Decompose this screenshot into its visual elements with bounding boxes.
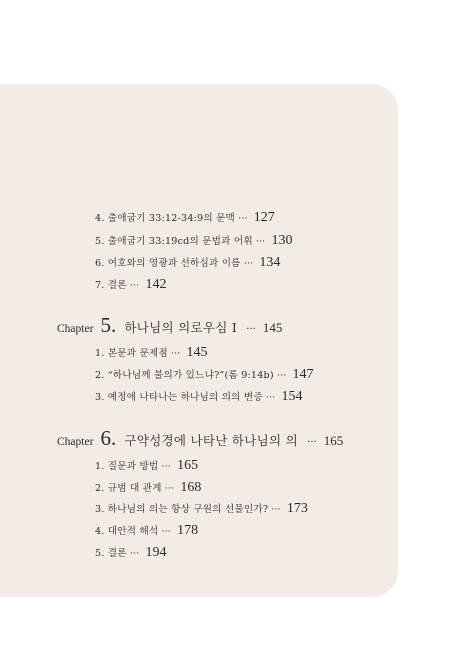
toc-entry-title: 2. “하나님께 불의가 있느냐?”(롬 9:14b) (95, 370, 274, 381)
toc-page-number: 127 (253, 210, 275, 225)
chapter-title: 하나님의 의로우심 I (124, 320, 238, 335)
toc-entry-title: 7. 결론 (95, 280, 127, 291)
chapter-number: 6. (100, 426, 117, 450)
toc-entry-title: 5. 결론 (95, 548, 127, 559)
toc-entry-title: 2. 규범 대 관계 (95, 483, 162, 494)
toc-entry[interactable] (95, 278, 166, 292)
chapter-label: Chapter (57, 436, 94, 448)
toc-leader-dots: ··· (266, 393, 276, 403)
toc-entry-title: 4. 출애굽기 33:12-34:9의 문맥 (95, 213, 236, 224)
toc-entry-title: 5. 출애굽기 33:19cd의 문법과 어휘 (95, 236, 253, 247)
toc-entry[interactable] (95, 546, 166, 560)
toc-page-number: 130 (271, 233, 293, 248)
toc-page-number: 165 (177, 458, 199, 473)
toc-page-number: 142 (145, 277, 167, 292)
toc-leader-dots: ··· (246, 324, 256, 335)
toc-entry[interactable] (95, 368, 314, 382)
toc-entry[interactable] (95, 256, 280, 270)
toc-entry[interactable] (95, 234, 292, 248)
toc-entry[interactable] (95, 502, 308, 516)
chapter-page-number: 145 (262, 320, 283, 335)
toc-page-number: 147 (292, 367, 314, 382)
toc-page-number: 168 (180, 480, 202, 495)
toc-entry-title: 3. 예정에 나타나는 하나님의 의의 변증 (95, 392, 263, 403)
toc-entry-title: 4. 대안적 해석 (95, 526, 159, 537)
toc-page-number: 173 (286, 501, 308, 516)
chapter-title: 구약성경에 나타난 하나님의 의 (124, 433, 299, 448)
toc-page-number: 178 (177, 523, 199, 538)
toc-page-number: 145 (186, 345, 208, 360)
toc-leader-dots: ··· (130, 549, 140, 559)
toc-leader-dots: ··· (130, 281, 140, 291)
toc-entry[interactable] (95, 346, 208, 360)
toc-leader-dots: ··· (271, 505, 281, 515)
toc-leader-dots: ··· (238, 214, 248, 224)
chapter-page-number: 165 (323, 433, 344, 448)
toc-leader-dots: ··· (243, 259, 254, 269)
toc-leader-dots: ··· (161, 527, 171, 537)
toc-leader-dots: ··· (277, 371, 287, 381)
toc-entry-title: 3. 하나님의 의는 항상 구원의 선물인가? (95, 504, 269, 515)
toc-page-number: 194 (145, 545, 167, 560)
toc-page-number: 154 (281, 389, 303, 404)
toc-entry-title: 1. 본문과 문제점 (95, 348, 168, 359)
chapter-label: Chapter (57, 323, 94, 335)
toc-entry[interactable] (95, 390, 303, 404)
chapter-number: 5. (100, 313, 117, 337)
chapter-heading-6[interactable] (57, 428, 343, 449)
toc-entry-title: 6. 여호와의 영광과 선하심과 이름 (95, 258, 241, 269)
toc-leader-dots: ··· (256, 237, 266, 247)
toc-entry[interactable] (95, 524, 198, 538)
toc-entry[interactable] (95, 481, 201, 495)
toc-leader-dots: ··· (161, 462, 171, 472)
toc-entry[interactable] (95, 459, 198, 473)
chapter-heading-5[interactable] (57, 315, 282, 336)
toc-page-number: 134 (259, 255, 281, 270)
toc-leader-dots: ··· (307, 437, 317, 448)
toc-entry[interactable] (95, 211, 275, 225)
toc-leader-dots: ··· (171, 349, 181, 359)
toc-entry-title: 1. 질문과 방법 (95, 461, 159, 472)
toc-leader-dots: ··· (164, 484, 175, 494)
